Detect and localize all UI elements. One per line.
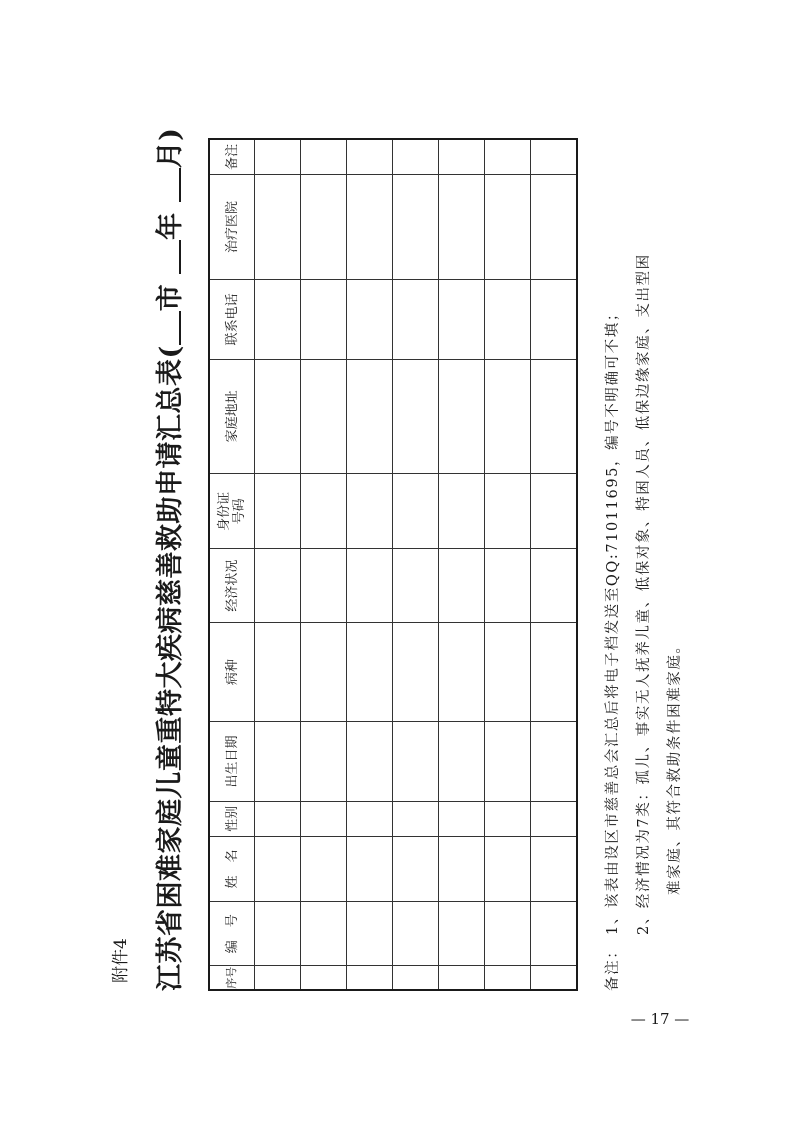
title-month-suffix: 月: [155, 140, 186, 169]
table-cell[interactable]: [255, 549, 301, 622]
table-cell[interactable]: [393, 359, 439, 474]
title-close-paren: ): [155, 127, 186, 141]
note-line-3: [660, 111, 691, 991]
table-cell[interactable]: [255, 801, 301, 836]
note-line-1: [598, 111, 629, 991]
table-cell[interactable]: [393, 549, 439, 622]
table-cell[interactable]: [347, 139, 393, 174]
table-cell[interactable]: [439, 836, 485, 901]
table-cell[interactable]: [393, 139, 439, 174]
table-cell[interactable]: [439, 174, 485, 279]
header-phone: 联系电话: [209, 280, 255, 359]
table-header-row: [209, 139, 255, 990]
table-cell[interactable]: [531, 280, 578, 359]
table-cell[interactable]: [347, 801, 393, 836]
header-id-number: 身份证号码: [209, 474, 255, 549]
table-cell[interactable]: [393, 966, 439, 990]
table-cell[interactable]: [301, 139, 347, 174]
table-cell[interactable]: [485, 622, 531, 721]
header-economic-status: 经济状况: [209, 549, 255, 622]
table-cell[interactable]: [255, 359, 301, 474]
table-cell[interactable]: [531, 174, 578, 279]
header-remarks: 备注: [209, 139, 255, 174]
table-cell[interactable]: [347, 280, 393, 359]
summary-table: [208, 138, 578, 991]
table-cell[interactable]: [439, 722, 485, 801]
page-number: — 17 —: [630, 1010, 690, 1028]
header-serial-no: 序号: [209, 966, 255, 990]
table-body: [255, 139, 578, 990]
table-cell[interactable]: [531, 836, 578, 901]
table-row: [393, 139, 439, 990]
table-cell[interactable]: [485, 902, 531, 966]
table-cell[interactable]: [255, 902, 301, 966]
year-blank: [157, 240, 181, 274]
table-cell[interactable]: [301, 549, 347, 622]
table-cell[interactable]: [439, 139, 485, 174]
table-cell[interactable]: [531, 139, 578, 174]
remarks-notes: [598, 111, 691, 991]
table-row: [531, 139, 578, 990]
table-cell[interactable]: [439, 966, 485, 990]
table-cell[interactable]: [531, 474, 578, 549]
header-code: 编 号: [209, 902, 255, 966]
table-cell[interactable]: [393, 474, 439, 549]
table-cell[interactable]: [439, 280, 485, 359]
table-cell[interactable]: [301, 359, 347, 474]
header-disease: 病种: [209, 622, 255, 721]
city-blank: [157, 311, 181, 345]
table-cell[interactable]: [485, 966, 531, 990]
table-cell[interactable]: [255, 836, 301, 901]
note-item-2-line-2: 难家庭、其符合救助条件困难家庭。: [667, 637, 683, 895]
table-cell[interactable]: [301, 622, 347, 721]
month-blank: [157, 168, 181, 202]
table-cell[interactable]: [393, 174, 439, 279]
table-cell[interactable]: [531, 801, 578, 836]
table-cell[interactable]: [347, 359, 393, 474]
table-cell[interactable]: [347, 902, 393, 966]
attachment-label: 附件4: [111, 938, 131, 983]
table-cell[interactable]: [255, 474, 301, 549]
table-cell[interactable]: [301, 966, 347, 990]
table-cell[interactable]: [485, 139, 531, 174]
title-city-suffix: 市: [155, 283, 186, 312]
table-cell[interactable]: [439, 474, 485, 549]
table-cell[interactable]: [485, 836, 531, 901]
table-cell[interactable]: [347, 549, 393, 622]
table-cell[interactable]: [439, 549, 485, 622]
table-cell[interactable]: [531, 622, 578, 721]
title-open-paren: (: [155, 345, 186, 359]
header-birth-date: 出生日期: [209, 722, 255, 801]
table-row: [485, 139, 531, 990]
table-cell[interactable]: [439, 902, 485, 966]
title-year-suffix: 年: [155, 212, 186, 240]
header-hospital: 治疗医院: [209, 174, 255, 279]
table-cell[interactable]: [439, 359, 485, 474]
table-cell[interactable]: [485, 359, 531, 474]
title-main: 江苏省困难家庭儿童重特大疾病慈善救助申请汇总表: [155, 358, 186, 991]
table-cell[interactable]: [347, 966, 393, 990]
table-cell[interactable]: [301, 174, 347, 279]
notes-label: 备注：: [605, 942, 621, 991]
table-cell[interactable]: [393, 902, 439, 966]
table-cell[interactable]: [485, 549, 531, 622]
table-cell[interactable]: [347, 722, 393, 801]
table-cell[interactable]: [347, 622, 393, 721]
table-row: [301, 139, 347, 990]
table-cell[interactable]: [485, 280, 531, 359]
table-cell[interactable]: [485, 474, 531, 549]
table-cell[interactable]: [393, 801, 439, 836]
table-cell[interactable]: [255, 139, 301, 174]
table-cell[interactable]: [531, 549, 578, 622]
table-cell[interactable]: [485, 722, 531, 801]
table-cell[interactable]: [301, 474, 347, 549]
table-cell[interactable]: [301, 836, 347, 901]
table-cell[interactable]: [531, 722, 578, 801]
header-name: 姓 名: [209, 836, 255, 901]
table-cell[interactable]: [301, 801, 347, 836]
note-line-2: [629, 111, 660, 991]
table-cell[interactable]: [393, 622, 439, 721]
table-cell[interactable]: [531, 966, 578, 990]
table-cell[interactable]: [255, 280, 301, 359]
table-cell[interactable]: [255, 622, 301, 721]
table-cell[interactable]: [393, 722, 439, 801]
table-cell[interactable]: [531, 359, 578, 474]
table-cell[interactable]: [347, 174, 393, 279]
table-cell[interactable]: [485, 801, 531, 836]
table-row: [255, 139, 301, 990]
header-home-address: 家庭地址: [209, 359, 255, 474]
header-gender: 性别: [209, 801, 255, 836]
table-cell[interactable]: [255, 174, 301, 279]
table-cell[interactable]: [439, 801, 485, 836]
table-cell[interactable]: [301, 902, 347, 966]
table-cell[interactable]: [485, 174, 531, 279]
table-cell[interactable]: [301, 722, 347, 801]
table-cell[interactable]: [347, 836, 393, 901]
note-item-2-line-1: 2、经济情况为7类：孤儿、事实无人抚养儿童、低保对象、特困人员、低保边缘家庭、支出型困: [636, 253, 652, 935]
table-cell[interactable]: [439, 622, 485, 721]
page-title: [148, 127, 187, 991]
table-cell[interactable]: [255, 722, 301, 801]
table-cell[interactable]: [393, 280, 439, 359]
table-cell[interactable]: [393, 836, 439, 901]
note-item-1: 1、该表由设区市慈善总会汇总后将电子档发送至QQ:71011695，编号不明确可不填；: [605, 305, 621, 935]
table-row: [347, 139, 393, 990]
table-cell[interactable]: [255, 966, 301, 990]
table-cell[interactable]: [531, 902, 578, 966]
table-row: [439, 139, 485, 990]
table-cell[interactable]: [301, 280, 347, 359]
table-cell[interactable]: [347, 474, 393, 549]
